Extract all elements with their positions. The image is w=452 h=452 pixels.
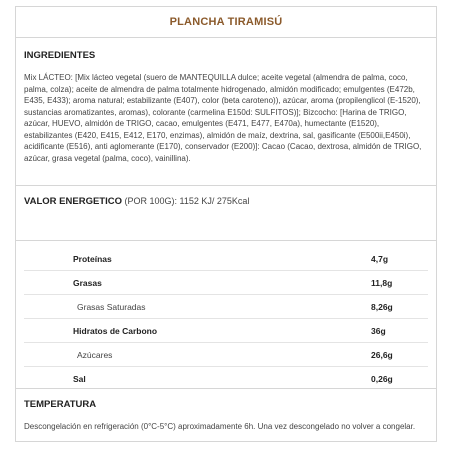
temperature-section (16, 389, 436, 433)
energy-line (24, 196, 428, 207)
nutrient-value: 4,7g (371, 253, 389, 264)
table-row (24, 319, 428, 343)
nutrient-name: Grasas Saturadas (77, 301, 146, 312)
table-row (24, 295, 428, 319)
nutrient-value: 26,6g (371, 349, 393, 360)
product-info-card (15, 6, 437, 442)
table-row (24, 247, 428, 271)
title-row (16, 7, 436, 38)
energy-value: (POR 100G): 1152 KJ/ 275Kcal (124, 196, 250, 206)
nutrient-name: Proteínas (73, 253, 112, 264)
nutrient-value: 11,8g (371, 277, 393, 288)
product-title: PLANCHA TIRAMISÚ (169, 16, 283, 28)
table-row (24, 343, 428, 367)
energy-label: VALOR ENERGETICO (24, 196, 122, 207)
nutrient-value: 0,26g (371, 373, 393, 384)
nutrient-name: Azúcares (77, 349, 113, 360)
nutrient-value: 8,26g (371, 301, 393, 312)
ingredients-section (16, 38, 436, 186)
ingredients-text: Mix LÁCTEO: [Mix lácteo vegetal (suero de MANTEQUILLA dulce; aceite vegetal (almendra de palma, coco, palma, colza); aceite de almendra de palma totalmente hidrogenado, almidón modificado; emulgentes (E472b, E435, E433); aroma natural; estabilizante (E407), color (beta caroteno)), azúcar, aroma (propilenglicol (E-1520), sustancias aromatizantes, aromas), colorante (carmelina E150d: SULFITOS)]; Bizcocho: [Harina de TRIGO, azúcar, HUEVO, almidón de TRIGO, cacao, emulgentes (E471, E477, E470a), humectante (E1520), estabilizantes (E420, E415, E412, E170, enzimas), almidón de maíz, dextrina, sal, gasificante (E500ii,E450i), acidificante (E516), anti aglomerante (E170), conservador (E200)]: Cacao (Cacao, dextrosa, almidón de TRIGO, azúcar, grasa vegetal (palma, coco), vainillina). (24, 73, 422, 163)
nutrient-value: 36g (371, 325, 386, 336)
nutrient-name: Hidratos de Carbono (73, 325, 158, 336)
energy-section (16, 186, 436, 241)
nutrition-table (16, 241, 436, 389)
temperature-label: TEMPERATURA (24, 399, 97, 410)
nutrient-name: Grasas (73, 277, 102, 288)
nutrient-name: Sal (73, 373, 86, 384)
ingredients-label: INGREDIENTES (24, 50, 96, 61)
table-row (24, 271, 428, 295)
temperature-text: Descongelación en refrigeración (0°C-5°C) aproximadamente 6h. Una vez descongelado no volver a congelar. (24, 422, 416, 431)
table-row (24, 367, 428, 390)
